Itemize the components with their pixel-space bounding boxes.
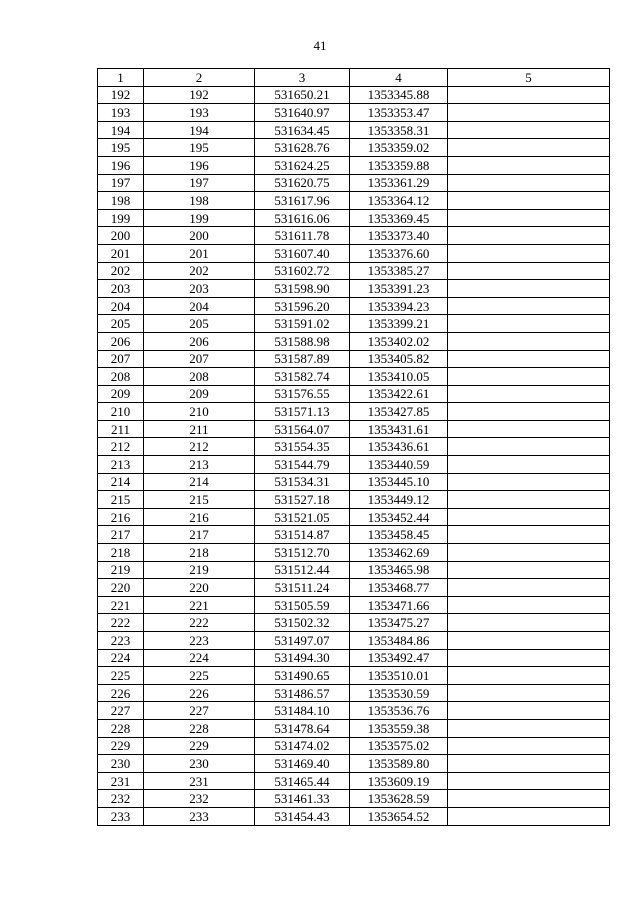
table-cell: 204	[144, 297, 255, 315]
table-cell: 531602.72	[255, 262, 350, 280]
table-cell	[448, 315, 610, 333]
table-cell: 222	[144, 614, 255, 632]
table-cell: 531454.43	[255, 807, 350, 825]
table-cell: 531512.44	[255, 561, 350, 579]
table-cell: 229	[98, 737, 144, 755]
table-row	[98, 755, 610, 773]
table-cell: 531588.98	[255, 332, 350, 350]
table-cell: 1353436.61	[350, 438, 448, 456]
table-cell: 194	[144, 121, 255, 139]
table-cell: 1353471.66	[350, 596, 448, 614]
table-cell: 209	[144, 385, 255, 403]
table-cell: 210	[98, 403, 144, 421]
table-cell: 207	[98, 350, 144, 368]
table-cell: 226	[98, 684, 144, 702]
table-cell: 1353468.77	[350, 579, 448, 597]
table-cell: 229	[144, 737, 255, 755]
table-cell: 531469.40	[255, 755, 350, 773]
table-cell: 232	[144, 790, 255, 808]
table-cell: 1353445.10	[350, 473, 448, 491]
table-cell	[448, 280, 610, 298]
table-row	[98, 280, 610, 298]
table-cell: 1353394.23	[350, 297, 448, 315]
table-cell: 1353369.45	[350, 209, 448, 227]
header-row	[98, 69, 610, 87]
page-number: 41	[313, 38, 327, 53]
table-cell	[448, 737, 610, 755]
table-cell: 531534.31	[255, 473, 350, 491]
table-row	[98, 368, 610, 386]
table-cell	[448, 262, 610, 280]
table-row	[98, 473, 610, 491]
table-row	[98, 526, 610, 544]
table-cell: 531511.24	[255, 579, 350, 597]
table-cell	[448, 719, 610, 737]
table-row	[98, 244, 610, 262]
table-cell: 198	[98, 192, 144, 210]
table-cell: 531505.59	[255, 596, 350, 614]
table-row	[98, 702, 610, 720]
table-cell	[448, 755, 610, 773]
table-row	[98, 561, 610, 579]
table-row	[98, 86, 610, 104]
table-cell: 531521.05	[255, 508, 350, 526]
table-row	[98, 737, 610, 755]
table-cell	[448, 297, 610, 315]
table-row	[98, 438, 610, 456]
table-cell: 1353405.82	[350, 350, 448, 368]
table-cell: 212	[144, 438, 255, 456]
table-row	[98, 262, 610, 280]
table-cell: 531484.10	[255, 702, 350, 720]
table-cell: 232	[98, 790, 144, 808]
table-cell	[448, 438, 610, 456]
table-cell: 531527.18	[255, 491, 350, 509]
table-cell: 203	[144, 280, 255, 298]
table-cell: 1353431.61	[350, 420, 448, 438]
table-cell: 215	[98, 491, 144, 509]
table-cell: 228	[98, 719, 144, 737]
column-header: 2	[144, 69, 255, 87]
table-cell: 192	[144, 86, 255, 104]
table-cell: 1353391.23	[350, 280, 448, 298]
table-cell	[448, 491, 610, 509]
table-cell: 197	[144, 174, 255, 192]
table-row	[98, 667, 610, 685]
table-row	[98, 385, 610, 403]
table-cell: 1353427.85	[350, 403, 448, 421]
table-cell	[448, 702, 610, 720]
table-cell: 202	[98, 262, 144, 280]
table-cell: 1353440.59	[350, 456, 448, 474]
table-row	[98, 772, 610, 790]
table-cell: 531616.06	[255, 209, 350, 227]
table-cell: 225	[144, 667, 255, 685]
table-row	[98, 579, 610, 597]
table-cell: 531624.25	[255, 156, 350, 174]
table-cell	[448, 561, 610, 579]
table-cell	[448, 807, 610, 825]
table-row	[98, 315, 610, 333]
column-header: 5	[448, 69, 610, 87]
table-cell: 531490.65	[255, 667, 350, 685]
table-cell	[448, 632, 610, 650]
table-cell	[448, 104, 610, 122]
table-cell: 216	[144, 508, 255, 526]
table-cell	[448, 772, 610, 790]
table-cell: 220	[144, 579, 255, 597]
table-cell: 1353364.12	[350, 192, 448, 210]
table-cell: 1353361.29	[350, 174, 448, 192]
table-row	[98, 174, 610, 192]
table-cell: 531461.33	[255, 790, 350, 808]
table-cell: 201	[144, 244, 255, 262]
table-cell: 230	[144, 755, 255, 773]
table-cell: 217	[144, 526, 255, 544]
table-cell: 1353492.47	[350, 649, 448, 667]
table-cell	[448, 368, 610, 386]
table-cell: 223	[144, 632, 255, 650]
table-row	[98, 790, 610, 808]
table-cell: 233	[144, 807, 255, 825]
table-cell	[448, 244, 610, 262]
table-cell: 227	[98, 702, 144, 720]
table-cell: 531514.87	[255, 526, 350, 544]
table-cell: 531486.57	[255, 684, 350, 702]
table-cell: 220	[98, 579, 144, 597]
table-cell	[448, 684, 610, 702]
table-cell: 195	[98, 139, 144, 157]
table-cell: 218	[98, 544, 144, 562]
table-cell: 1353449.12	[350, 491, 448, 509]
table-cell: 225	[98, 667, 144, 685]
table-cell	[448, 508, 610, 526]
table-cell: 1353402.02	[350, 332, 448, 350]
table-row	[98, 807, 610, 825]
table-cell	[448, 332, 610, 350]
table-cell: 531582.74	[255, 368, 350, 386]
table-cell: 200	[144, 227, 255, 245]
table-cell: 199	[98, 209, 144, 227]
table-row	[98, 227, 610, 245]
table-cell: 1353458.45	[350, 526, 448, 544]
table-cell: 531617.96	[255, 192, 350, 210]
table-cell: 1353345.88	[350, 86, 448, 104]
column-header: 3	[255, 69, 350, 87]
table-row	[98, 684, 610, 702]
table-cell: 231	[98, 772, 144, 790]
table-cell: 1353559.38	[350, 719, 448, 737]
table-cell: 228	[144, 719, 255, 737]
table-row	[98, 420, 610, 438]
table-cell: 1353452.44	[350, 508, 448, 526]
table-cell: 205	[144, 315, 255, 333]
table-cell	[448, 456, 610, 474]
table-cell: 226	[144, 684, 255, 702]
table-cell: 217	[98, 526, 144, 544]
table-row	[98, 491, 610, 509]
table-cell: 213	[144, 456, 255, 474]
table-cell	[448, 121, 610, 139]
table-cell	[448, 156, 610, 174]
table-cell: 193	[98, 104, 144, 122]
table-cell: 531598.90	[255, 280, 350, 298]
table-cell: 1353359.88	[350, 156, 448, 174]
table-cell	[448, 473, 610, 491]
table-cell	[448, 526, 610, 544]
table-cell: 531478.64	[255, 719, 350, 737]
table-row	[98, 192, 610, 210]
table-cell: 200	[98, 227, 144, 245]
table-cell: 210	[144, 403, 255, 421]
table-cell: 1353530.59	[350, 684, 448, 702]
table-cell: 207	[144, 350, 255, 368]
table-cell: 195	[144, 139, 255, 157]
table-cell	[448, 174, 610, 192]
table-cell: 1353399.21	[350, 315, 448, 333]
table-row	[98, 719, 610, 737]
table-cell: 197	[98, 174, 144, 192]
table-row	[98, 139, 610, 157]
table-cell: 1353609.19	[350, 772, 448, 790]
table-cell	[448, 86, 610, 104]
table-cell	[448, 596, 610, 614]
table-cell	[448, 649, 610, 667]
table-row	[98, 332, 610, 350]
table-cell: 199	[144, 209, 255, 227]
table-cell: 531554.35	[255, 438, 350, 456]
table-row	[98, 596, 610, 614]
table-cell: 1353475.27	[350, 614, 448, 632]
table-cell: 531497.07	[255, 632, 350, 650]
table-cell: 531628.76	[255, 139, 350, 157]
table-cell: 196	[98, 156, 144, 174]
table-cell: 1353358.31	[350, 121, 448, 139]
table-row	[98, 104, 610, 122]
table-cell	[448, 420, 610, 438]
table-cell: 193	[144, 104, 255, 122]
table-cell: 214	[98, 473, 144, 491]
table-row	[98, 156, 610, 174]
table-cell	[448, 790, 610, 808]
table-row	[98, 544, 610, 562]
table-row	[98, 297, 610, 315]
table-cell: 531512.70	[255, 544, 350, 562]
table-cell: 1353510.01	[350, 667, 448, 685]
table-cell: 531640.97	[255, 104, 350, 122]
table-cell: 531494.30	[255, 649, 350, 667]
table-cell: 531634.45	[255, 121, 350, 139]
table-cell	[448, 579, 610, 597]
table-cell: 205	[98, 315, 144, 333]
table-cell	[448, 350, 610, 368]
table-cell: 208	[144, 368, 255, 386]
table-cell: 216	[98, 508, 144, 526]
table-cell: 531620.75	[255, 174, 350, 192]
table-cell: 1353484.86	[350, 632, 448, 650]
table-cell: 1353353.47	[350, 104, 448, 122]
table-cell: 531576.55	[255, 385, 350, 403]
table-row	[98, 456, 610, 474]
table-cell: 209	[98, 385, 144, 403]
table-cell: 211	[98, 420, 144, 438]
table-cell: 233	[98, 807, 144, 825]
table-cell: 531474.02	[255, 737, 350, 755]
table-cell: 203	[98, 280, 144, 298]
table-cell: 224	[98, 649, 144, 667]
table-cell: 531611.78	[255, 227, 350, 245]
table-cell: 1353373.40	[350, 227, 448, 245]
table-cell: 211	[144, 420, 255, 438]
table-cell: 531465.44	[255, 772, 350, 790]
table-cell: 531591.02	[255, 315, 350, 333]
table-row	[98, 632, 610, 650]
table-row	[98, 614, 610, 632]
table-cell: 531571.13	[255, 403, 350, 421]
table-cell	[448, 614, 610, 632]
table-cell: 204	[98, 297, 144, 315]
table-cell: 221	[98, 596, 144, 614]
table-cell	[448, 139, 610, 157]
table-cell: 202	[144, 262, 255, 280]
table-cell: 1353465.98	[350, 561, 448, 579]
table-cell: 201	[98, 244, 144, 262]
table-cell: 531607.40	[255, 244, 350, 262]
table-row	[98, 209, 610, 227]
table-cell: 531587.89	[255, 350, 350, 368]
table-cell: 218	[144, 544, 255, 562]
table-cell: 194	[98, 121, 144, 139]
table-cell: 1353589.80	[350, 755, 448, 773]
table-cell: 1353628.59	[350, 790, 448, 808]
table-cell: 206	[98, 332, 144, 350]
table-cell: 212	[98, 438, 144, 456]
table-cell: 1353359.02	[350, 139, 448, 157]
table-cell: 1353422.61	[350, 385, 448, 403]
table-cell: 1353462.69	[350, 544, 448, 562]
coordinates-table	[97, 68, 610, 826]
table-row	[98, 508, 610, 526]
table-cell: 224	[144, 649, 255, 667]
table-cell: 196	[144, 156, 255, 174]
table-cell	[448, 227, 610, 245]
table-cell: 531596.20	[255, 297, 350, 315]
table-cell: 1353575.02	[350, 737, 448, 755]
table-cell: 215	[144, 491, 255, 509]
table-row	[98, 350, 610, 368]
table-cell: 219	[98, 561, 144, 579]
table-cell: 221	[144, 596, 255, 614]
table-cell: 230	[98, 755, 144, 773]
column-header: 4	[350, 69, 448, 87]
table-row	[98, 121, 610, 139]
table-cell: 219	[144, 561, 255, 579]
table-cell: 198	[144, 192, 255, 210]
table-cell: 214	[144, 473, 255, 491]
table-cell	[448, 403, 610, 421]
table-cell: 531544.79	[255, 456, 350, 474]
column-header: 1	[98, 69, 144, 87]
table-cell	[448, 667, 610, 685]
table-cell: 1353410.05	[350, 368, 448, 386]
table-cell: 531564.07	[255, 420, 350, 438]
table-cell	[448, 544, 610, 562]
table-cell	[448, 209, 610, 227]
table-cell: 227	[144, 702, 255, 720]
table-cell: 1353376.60	[350, 244, 448, 262]
table-cell: 213	[98, 456, 144, 474]
table-cell: 222	[98, 614, 144, 632]
table-cell	[448, 385, 610, 403]
table-cell: 223	[98, 632, 144, 650]
table-cell	[448, 192, 610, 210]
table-body	[98, 86, 610, 825]
table-cell: 192	[98, 86, 144, 104]
table-cell: 531502.32	[255, 614, 350, 632]
table-cell: 1353654.52	[350, 807, 448, 825]
table-cell: 531650.21	[255, 86, 350, 104]
table-cell: 208	[98, 368, 144, 386]
table-cell: 1353536.76	[350, 702, 448, 720]
table-row	[98, 403, 610, 421]
table-cell: 1353385.27	[350, 262, 448, 280]
table-cell: 206	[144, 332, 255, 350]
table-cell: 231	[144, 772, 255, 790]
table-row	[98, 649, 610, 667]
